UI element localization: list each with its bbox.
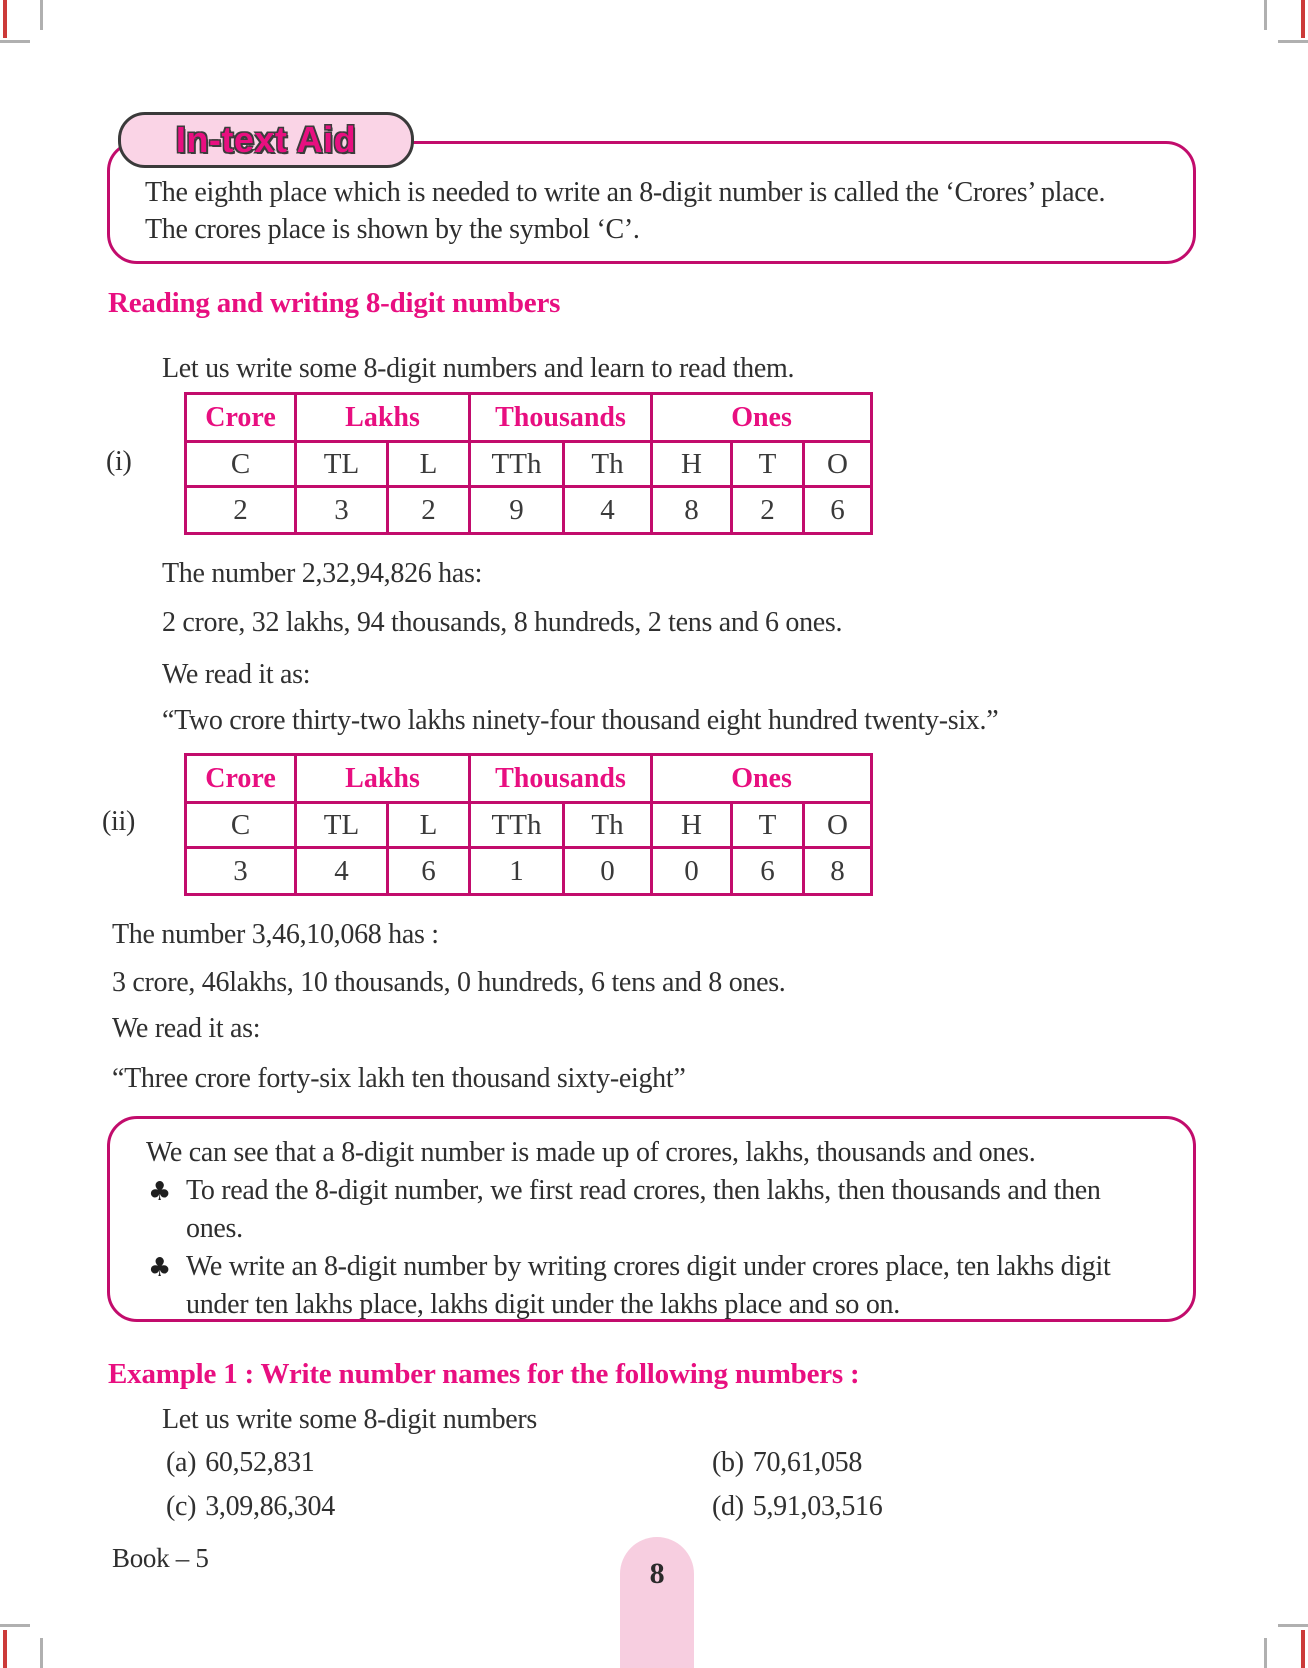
digit-cell: 1 xyxy=(470,848,564,895)
name-line-ii: “Three crore forty-six lakh ten thousand sixty-eight” xyxy=(112,1063,686,1094)
crop-mark-bottom-right-horizontal xyxy=(1278,1624,1308,1627)
digit-cell: 6 xyxy=(732,848,804,895)
digit-cell: 2 xyxy=(732,487,804,534)
digit-cell: 6 xyxy=(804,487,872,534)
example1-heading: Example 1 : Write number names for the following numbers : xyxy=(108,1358,860,1390)
digit-cell: 4 xyxy=(296,848,388,895)
digit-cell: 3 xyxy=(186,848,296,895)
crop-mark-bottom-right-vertical xyxy=(1264,1638,1267,1668)
club-bullet-icon: ♣ xyxy=(148,1253,172,1283)
example1-item-a xyxy=(166,1446,315,1480)
letter-cell: T xyxy=(732,442,804,487)
item-value: 5,91,03,516 xyxy=(752,1491,883,1522)
digit-cell: 0 xyxy=(564,848,652,895)
table-ii-label: (ii) xyxy=(102,806,136,837)
summary-bullet-text: We write an 8-digit number by writing crores digit under crores place, ten lakhs digit under ten lakhs place, lakhs digit under the lakhs place and so on. xyxy=(186,1251,1111,1320)
letter-cell: Th xyxy=(564,442,652,487)
letter-row xyxy=(186,442,872,487)
crop-mark-top-left-vertical xyxy=(40,0,43,30)
intext-aid-badge xyxy=(118,112,414,168)
page-number-tab xyxy=(620,1537,694,1668)
group-header-crore: Crore xyxy=(186,394,296,442)
crop-mark-bottom-left-vertical xyxy=(40,1638,43,1668)
digit-cell: 0 xyxy=(652,848,732,895)
club-bullet-icon: ♣ xyxy=(148,1177,172,1207)
item-value: 70,61,058 xyxy=(752,1447,863,1478)
letter-cell: TL xyxy=(296,442,388,487)
letter-cell: O xyxy=(804,442,872,487)
item-value: 3,09,86,304 xyxy=(205,1491,335,1522)
group-header-thousands: Thousands xyxy=(470,394,652,442)
letter-cell: TTh xyxy=(470,803,564,848)
summary-intro: We can see that a 8-digit number is made up of crores, lakhs, thousands and ones. xyxy=(146,1137,1036,1168)
letter-cell: C xyxy=(186,803,296,848)
group-header-ones: Ones xyxy=(652,755,872,803)
digit-cell: 8 xyxy=(804,848,872,895)
digit-cell: 9 xyxy=(470,487,564,534)
digit-cell: 4 xyxy=(564,487,652,534)
item-value: 60,52,831 xyxy=(205,1447,315,1478)
crop-mark-top-right-vertical xyxy=(1264,0,1267,30)
group-header-thousands: Thousands xyxy=(470,755,652,803)
intext-aid-badge-label: In-text Aid xyxy=(175,119,357,160)
group-header-lakhs: Lakhs xyxy=(296,394,470,442)
name-line-i: “Two crore thirty-two lakhs ninety-four thousand eight hundred twenty-six.” xyxy=(162,705,999,736)
item-label: (d) xyxy=(712,1491,744,1522)
item-label: (c) xyxy=(166,1491,197,1522)
letter-cell: L xyxy=(388,442,470,487)
letter-cell: TL xyxy=(296,803,388,848)
crop-mark-bottom-left-horizontal xyxy=(0,1624,30,1627)
digit-cell: 6 xyxy=(388,848,470,895)
table-i-label: (i) xyxy=(106,446,132,477)
footer-book-label: Book – 5 xyxy=(112,1543,209,1573)
letter-cell: C xyxy=(186,442,296,487)
section-heading: Reading and writing 8-digit numbers xyxy=(108,287,561,319)
group-header-lakhs: Lakhs xyxy=(296,755,470,803)
number-line-i: The number 2,32,94,826 has: xyxy=(162,558,483,589)
digit-cell: 8 xyxy=(652,487,732,534)
breakup-line-i: 2 crore, 32 lakhs, 94 thousands, 8 hundreds, 2 tens and 6 ones. xyxy=(162,607,843,638)
letter-cell: T xyxy=(732,803,804,848)
example1-item-d xyxy=(712,1490,882,1524)
crop-mark-top-left-horizontal xyxy=(0,40,30,43)
intext-aid-body: The eighth place which is needed to write an 8-digit number is called the ‘Crores’ place. The crores place is shown by the symbol ‘C’. xyxy=(145,177,1106,245)
crop-mark-top-right-horizontal xyxy=(1278,40,1308,43)
letter-cell: L xyxy=(388,803,470,848)
bleed-mark-left-bottom xyxy=(3,1630,7,1668)
breakup-line-ii: 3 crore, 46lakhs, 10 thousands, 0 hundreds, 6 tens and 8 ones. xyxy=(112,967,786,998)
place-value-table-ii xyxy=(184,753,873,896)
summary-bullet xyxy=(146,1172,1161,1248)
example1-item-b xyxy=(712,1446,862,1480)
letter-cell: O xyxy=(804,803,872,848)
bleed-mark-right-top xyxy=(1301,0,1305,38)
summary-box xyxy=(107,1116,1196,1322)
read-line-i: We read it as: xyxy=(162,659,311,690)
item-label: (a) xyxy=(166,1447,197,1478)
page-number: 8 xyxy=(649,1557,665,1590)
group-header-crore: Crore xyxy=(186,755,296,803)
section-intro: Let us write some 8-digit numbers and learn to read them. xyxy=(162,353,795,384)
letter-cell: H xyxy=(652,803,732,848)
digit-cell: 3 xyxy=(296,487,388,534)
read-line-ii: We read it as: xyxy=(112,1013,261,1044)
group-header-row xyxy=(186,755,872,803)
digit-cell: 2 xyxy=(388,487,470,534)
letter-row xyxy=(186,803,872,848)
letter-cell: H xyxy=(652,442,732,487)
letter-cell: Th xyxy=(564,803,652,848)
digit-row xyxy=(186,848,872,895)
bleed-mark-left-top xyxy=(3,0,7,38)
number-line-ii: The number 3,46,10,068 has : xyxy=(112,919,439,950)
bleed-mark-right-bottom xyxy=(1301,1630,1305,1668)
digit-cell: 2 xyxy=(186,487,296,534)
item-label: (b) xyxy=(712,1447,744,1478)
letter-cell: TTh xyxy=(470,442,564,487)
place-value-table-i xyxy=(184,392,873,535)
summary-bullet-text: To read the 8-digit number, we first read crores, then lakhs, then thousands and then ones. xyxy=(186,1175,1101,1244)
group-header-ones: Ones xyxy=(652,394,872,442)
example1-item-c xyxy=(166,1490,335,1524)
example1-intro: Let us write some 8-digit numbers xyxy=(162,1404,538,1435)
summary-bullet xyxy=(146,1248,1161,1324)
digit-row xyxy=(186,487,872,534)
group-header-row xyxy=(186,394,872,442)
